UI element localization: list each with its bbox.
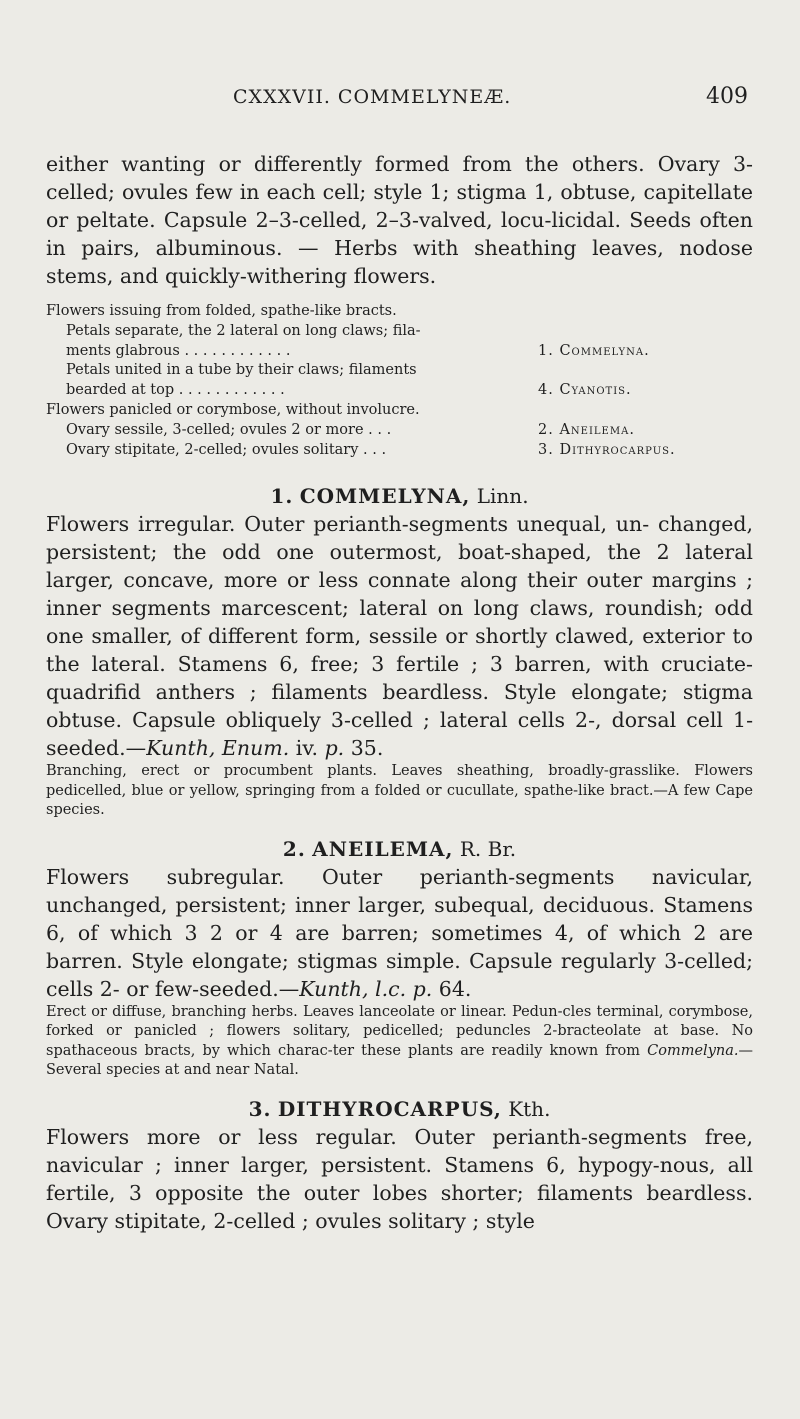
- key-genus-cyanotis: 4. Cyanotis.: [538, 382, 632, 399]
- key-row: ments glabrous . . . . . . . . . . . . 1. Commelyna.: [46, 342, 753, 362]
- citation: Kunth, Enum.: [146, 736, 290, 761]
- genus-heading-dithyrocarpus: 3. DITHYROCARPUS, Kth.: [248, 1096, 551, 1121]
- genus-note: Erect or diffuse, branching herbs. Leaves lanceolate or linear. Pedun-cles terminal, corymbose, forked or panicled ; flowers solitary, pedicelled; peduncles 2-bracteolate at base. No spathaceous bracts, by which charac-ter these plants are readily known from Commelyna.—Several species at and near Natal.: [46, 1003, 754, 1079]
- key-row: Ovary stipitate, 2-celled; ovules solitary . . . 3. Dithyrocarpus.: [46, 441, 753, 461]
- genus-description: Flowers subregular. Outer perianth-segments navicular, unchanged, persistent; inner larger, subequal, deciduous. Stamens 6, of which 3 2 or 4 are barren; sometimes 4, of which 2 are barren. Style elongate; stigmas simple. Capsule regularly 3-celled; cells 2- or few-seeded.—Kunth, l.c. p. 64.: [46, 864, 753, 1001]
- section-title: CXXXVII. COMMELYNEÆ.: [233, 86, 512, 108]
- key-row: Petals separate, the 2 lateral on long claws; fila-: [66, 322, 421, 339]
- key-genus-dithyrocarpus: 3. Dithyrocarpus.: [538, 441, 676, 458]
- key-row: Flowers panicled or corymbose, without involucre.: [46, 401, 420, 418]
- key-genus-commelyna: 1. Commelyna.: [538, 342, 650, 359]
- genus-note: Branching, erect or procumbent plants. Leaves sheathing, broadly-grasslike. Flowers pedicelled, blue or yellow, springing from a folded or cucullate, spathe-like bract.—A few Cape species.: [46, 763, 754, 819]
- page-number: 409: [706, 84, 748, 109]
- key-row: Flowers issuing from folded, spathe-like bracts.: [46, 303, 397, 319]
- genus-description: Flowers irregular. Outer perianth-segments unequal, un- changed, persistent; the odd one outermost, boat-shaped, the 2 lateral larger, concave, more or less connate along their outer margins ; inner segments marcescent; lateral on long claws, roundish; odd one smaller, of different form, sessile or shortly clawed, exterior to the lateral. Stamens 6, free; 3 fertile ; 3 barren, with cruciate-quadrifid anthers ; filaments beardless. Style elongate; stigma obtuse. Capsule obliquely 3-celled ; lateral cells 2-, dorsal cell 1-seeded.—Kunth, Enum. iv. p. 35.: [46, 512, 753, 761]
- intro-paragraph: either wanting or differently formed from the others. Ovary 3-celled; ovules few in each cell; style 1; stigma 1, obtuse, capitellate or peltate. Capsule 2–3-celled, 2–3-valved, locu-licidal. Seeds often in pairs, albuminous. — Herbs with sheathing leaves, nodose stems, and quickly-withering flowers.: [46, 152, 753, 288]
- citation: Kunth, l.c. p.: [299, 976, 433, 1001]
- key-genus-aneilema: 2. Aneilema.: [538, 421, 635, 438]
- key-row: Petals united in a tube by their claws; filaments: [66, 362, 417, 379]
- page-body: [46, 150, 753, 1235]
- genus-heading-aneilema: 2. ANEILEMA, R. Br.: [282, 836, 517, 861]
- genus-description: Flowers more or less regular. Outer perianth-segments free, navicular ; inner larger, persistent. Stamens 6, hypogy-nous, all fertile, 3 opposite the outer lobes shorter; filaments beardless. Ovary stipitate, 2-celled ; ovules solitary ; style: [46, 1124, 753, 1233]
- key-row: bearded at top . . . . . . . . . . . . 4. Cyanotis.: [46, 381, 753, 401]
- genus-key: [46, 302, 753, 460]
- running-head: [0, 86, 800, 116]
- key-row: Ovary sessile, 3-celled; ovules 2 or more . . . 2. Aneilema.: [46, 421, 753, 441]
- genus-heading-commelyna: 1. COMMELYNA, Linn.: [270, 484, 529, 509]
